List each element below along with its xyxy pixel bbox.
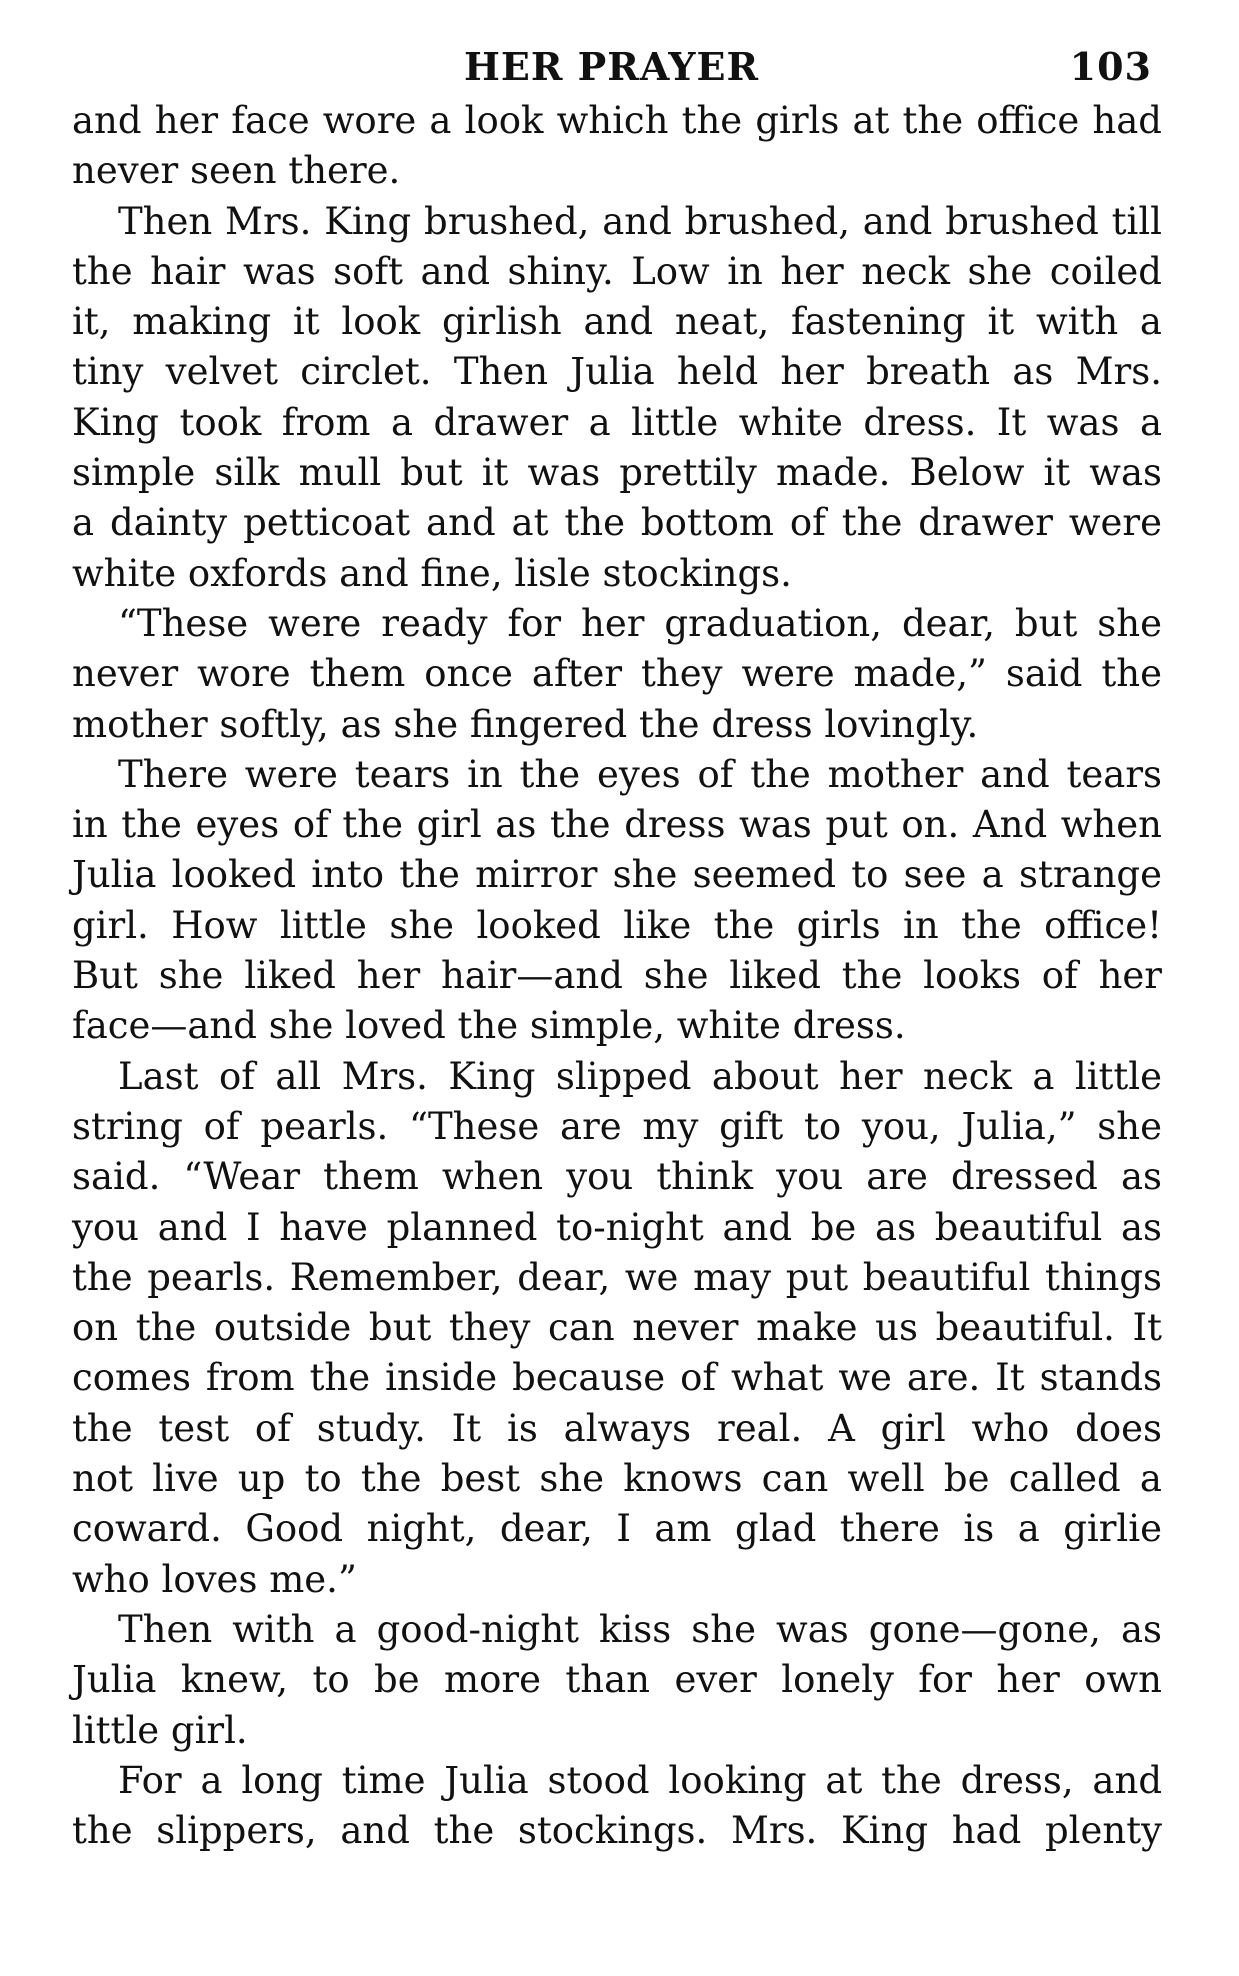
- text-line: said. “Wear them when you think you are dressed as: [72, 1155, 1162, 1199]
- text-line: Then Mrs. King brushed, and brushed, and brushed till: [118, 199, 1162, 243]
- text-line: white oxfords and fine, lisle stockings.: [72, 551, 792, 595]
- text-line: never wore them once after they were made,” said the: [72, 652, 1162, 696]
- running-head: [72, 40, 1162, 96]
- text-line: the pearls. Remember, dear, we may put beautiful things: [72, 1255, 1162, 1299]
- text-line: the slippers, and the stockings. Mrs. King had plenty: [72, 1809, 1162, 1853]
- text-line: Julia looked into the mirror she seemed to see a strange: [72, 853, 1162, 897]
- text-line: the hair was soft and shiny. Low in her neck she coiled: [72, 249, 1162, 293]
- text-line: string of pearls. “These are my gift to you, Julia,” she: [72, 1104, 1162, 1148]
- book-page: [72, 40, 1162, 1856]
- text-line: on the outside but they can never make us beautiful. It: [72, 1306, 1162, 1350]
- text-line: who loves me.”: [72, 1557, 357, 1601]
- text-line: in the eyes of the girl as the dress was put on. And when: [72, 803, 1162, 847]
- text-line: you and I have planned to-night and be as beautiful as: [72, 1205, 1162, 1249]
- text-line: a dainty petticoat and at the bottom of the drawer were: [72, 501, 1162, 545]
- text-line: For a long time Julia stood looking at the dress, and: [118, 1758, 1162, 1802]
- text-line: it, making it look girlish and neat, fastening it with a: [72, 300, 1162, 344]
- text-line: little girl.: [72, 1708, 248, 1752]
- page-number: 103: [1069, 44, 1152, 89]
- text-line: mother softly, as she fingered the dress lovingly.: [72, 702, 979, 746]
- text-line: coward. Good night, dear, I am glad there is a girlie: [72, 1507, 1162, 1551]
- text-line: Last of all Mrs. King slipped about her neck a little: [118, 1054, 1162, 1098]
- text-line: simple silk mull but it was prettily made. Below it was: [72, 451, 1162, 495]
- text-line: tiny velvet circlet. Then Julia held her breath as Mrs.: [72, 350, 1162, 394]
- text-line: never seen there.: [72, 149, 401, 193]
- text-line: the test of study. It is always real. A girl who does: [72, 1406, 1162, 1450]
- text-line: face—and she loved the simple, white dress.: [72, 1004, 906, 1048]
- text-line: comes from the inside because of what we are. It stands: [72, 1356, 1162, 1400]
- text-line: not live up to the best she knows can well be called a: [72, 1457, 1162, 1501]
- body-text: [72, 96, 1162, 1856]
- text-line: Julia knew, to be more than ever lonely for her own: [72, 1658, 1162, 1702]
- text-line: But she liked her hair—and she liked the looks of her: [72, 954, 1162, 998]
- text-line: girl. How little she looked like the girls in the office!: [72, 903, 1162, 947]
- text-line: and her face wore a look which the girls at the office had: [72, 99, 1162, 142]
- text-line: Then with a good-night kiss she was gone—gone, as: [118, 1607, 1162, 1651]
- text-line: “These were ready for her graduation, dear, but she: [118, 601, 1162, 645]
- text-line: There were tears in the eyes of the mother and tears: [118, 752, 1162, 796]
- text-line: King took from a drawer a little white dress. It was a: [72, 400, 1162, 444]
- running-title: HER PRAYER: [464, 44, 760, 89]
